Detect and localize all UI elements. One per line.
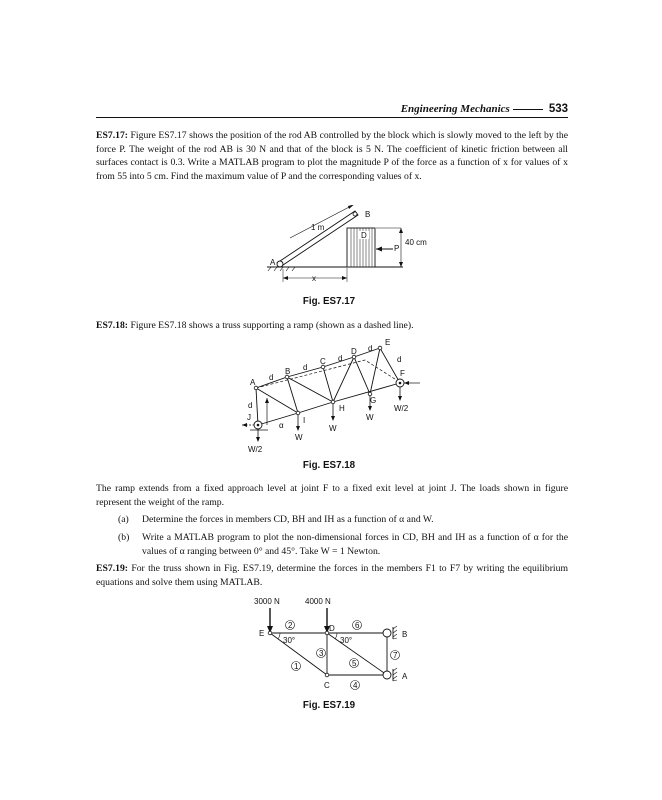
problem-es7-19 <box>96 562 568 589</box>
ground-hatch <box>268 267 295 271</box>
x-arrow-left <box>283 276 288 280</box>
load-label-h: W <box>329 424 337 433</box>
joint-label-a: A <box>402 672 408 681</box>
subquestion-b <box>118 531 568 558</box>
member-label-7: 7 <box>393 651 398 660</box>
spacing-d-5: d <box>397 355 402 364</box>
angle-label-e: 30° <box>283 636 296 645</box>
load-label-left: 3000 N <box>254 597 280 606</box>
spacing-d-1: d <box>269 373 274 382</box>
spacing-d-2: d <box>303 363 308 372</box>
spacing-d-4: d <box>368 344 373 353</box>
joint-label-h: H <box>339 404 345 413</box>
truss-members <box>256 348 400 425</box>
figure-caption: Fig. ES7.17 <box>302 296 356 307</box>
subquestion-text: Determine the forces in members CD, BH and IH as a function of α and W. <box>142 514 434 525</box>
spacing-d-3: d <box>338 354 343 363</box>
joint-label-i: I <box>303 416 306 425</box>
height-arrow-bottom <box>399 262 403 267</box>
label-a: A <box>270 258 276 267</box>
figure-caption: Fig. ES7.19 <box>302 700 356 711</box>
joint-label-a: A <box>250 378 256 387</box>
figure-es7-18 <box>240 336 430 458</box>
member-label-6: 6 <box>355 621 360 630</box>
header-dash <box>513 109 543 110</box>
subquestion-a <box>118 513 568 527</box>
load-label-right: 4000 N <box>305 597 331 606</box>
member-label-1: 1 <box>294 662 299 671</box>
label-x: x <box>312 274 316 283</box>
load-label-f: W/2 <box>394 404 409 413</box>
figure-es7-19 <box>245 596 425 696</box>
joint-label-b: B <box>402 630 408 639</box>
label-p: P <box>394 244 400 253</box>
end-b <box>353 212 357 216</box>
support-b <box>383 629 391 637</box>
running-header <box>96 101 568 117</box>
pin-a <box>277 261 283 267</box>
problem-label: ES7.18: <box>96 320 129 331</box>
label-d: D <box>361 231 367 240</box>
member-label-5: 5 <box>352 659 357 668</box>
header-rule <box>96 117 568 118</box>
subquestion-label: (a) <box>118 514 129 525</box>
figure-es7-17 <box>255 205 445 293</box>
problem-es7-17 <box>96 129 568 183</box>
page-number: 533 <box>548 103 568 115</box>
problem-text: Figure ES7.18 shows a truss supporting a ramp (shown as a dashed line). <box>130 320 414 331</box>
support-f-pin <box>399 382 402 385</box>
subquestion-text: Write a MATLAB program to plot the non-dimensional forces in CD, BH and IH as a function of α for the values of α ranging between 0° and 45°. Take W = 1 Newton. <box>142 532 568 557</box>
joint-e <box>268 631 272 635</box>
height-label: 40 cm <box>405 238 427 247</box>
angle-label-d: 30° <box>340 636 353 645</box>
problem-text: For the truss shown in Fig. ES7.19, determine the forces in the members F1 to F7 by writing the equilibrium equations and solve them using MATLAB. <box>96 563 569 588</box>
reaction-f-arrow <box>404 381 409 385</box>
member-label-4: 4 <box>353 681 358 690</box>
member-label-3: 3 <box>319 649 324 658</box>
height-arrow-top <box>399 228 403 233</box>
load-label-g: W <box>366 413 374 422</box>
joint-label-c: C <box>320 357 326 366</box>
support-a <box>383 671 391 679</box>
joint-label-g: G <box>370 396 377 405</box>
support-j-pin <box>257 424 260 427</box>
reaction-j-vertical-arrow <box>265 398 269 403</box>
wall-a-hatch <box>393 668 397 681</box>
problem-es7-18 <box>96 319 568 333</box>
reaction-j-arrow <box>242 423 247 427</box>
problem-label: ES7.19: <box>96 563 129 574</box>
rod-length-label: 1 m <box>311 223 325 232</box>
force-p-arrow <box>376 247 382 252</box>
joint-label-c: C <box>324 681 330 690</box>
joint-label-e: E <box>259 629 265 638</box>
rod-ab <box>277 211 358 267</box>
load-label-j: W/2 <box>248 445 263 454</box>
angle-alpha: α <box>279 421 284 430</box>
joint-label-j: J <box>247 413 251 422</box>
book-title: Engineering Mechanics <box>400 103 510 115</box>
subquestion-label: (b) <box>118 532 130 543</box>
dim-arrow <box>348 205 354 209</box>
spacing-d-6: d <box>248 401 253 410</box>
x-arrow-right <box>342 276 347 280</box>
figure-caption: Fig. ES7.18 <box>302 460 356 471</box>
label-b: B <box>365 210 371 219</box>
angle-arc-d <box>335 633 337 639</box>
joint-label-d: D <box>351 347 357 356</box>
joint-label-b: B <box>285 367 291 376</box>
angle-arc-e <box>278 633 280 639</box>
joint-c <box>325 673 329 677</box>
wall-b-hatch <box>393 626 397 639</box>
problem-es7-18-continued: The ramp extends from a fixed approach level at joint F to a fixed exit level at joint J. The loads shown in figure represent the weight of the ramp. <box>96 483 568 508</box>
joint-label-d: D <box>329 624 335 633</box>
problem-text: Figure ES7.17 shows the position of the rod AB controlled by the block which is slowly moved to the left by the force P. The weight of the rod AB is 30 N and that of the block is 5 N. The coefficient of kinetic friction between all surfaces contact is 0.3. Write a MATLAB program to plot the magnitude P of the force as a function of x for values of x from 55 into 5 cm. Find the maximum value of P and the corresponding values of x. <box>96 130 569 182</box>
load-label-i: W <box>295 433 303 442</box>
problem-label: ES7.17: <box>96 130 129 141</box>
joint-label-e: E <box>385 338 391 347</box>
member-label-2: 2 <box>288 621 293 630</box>
member-number-circles <box>286 621 400 690</box>
joint-label-f: F <box>400 369 405 378</box>
